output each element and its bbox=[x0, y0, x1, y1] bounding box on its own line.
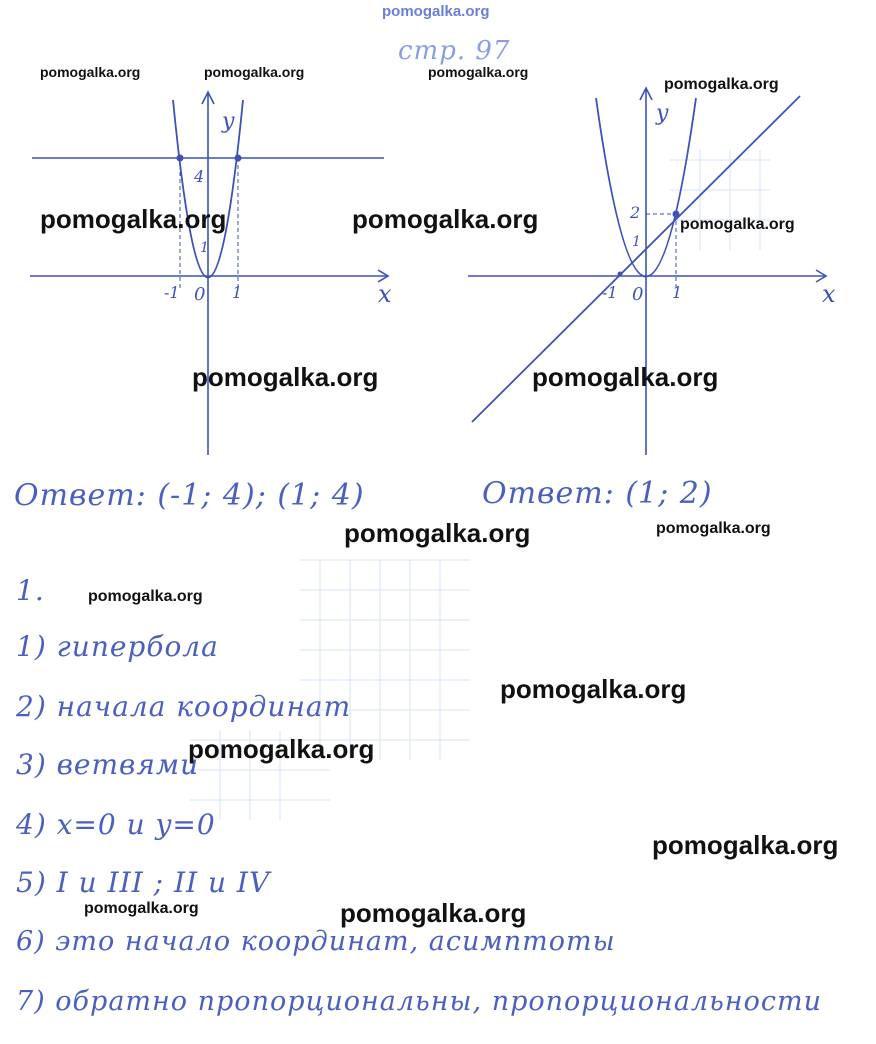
right-tick-y1: 1 bbox=[632, 234, 641, 250]
watermark: pomogalka.org bbox=[664, 76, 779, 93]
right-tick-neg1: -1 bbox=[602, 283, 618, 302]
watermark: pomogalka.org bbox=[382, 3, 490, 20]
right-x-label: x bbox=[822, 280, 836, 308]
right-intersection-point bbox=[673, 211, 680, 218]
watermark: pomogalka.org bbox=[652, 830, 839, 860]
list-item: 6) это начало координат, асимптоты bbox=[16, 926, 616, 957]
list-item: 3) ветвями bbox=[16, 748, 200, 781]
answer-left: Ответ: (-1; 4); (1; 4) bbox=[14, 478, 365, 513]
watermark: pomogalka.org bbox=[40, 204, 227, 234]
right-intersection-point bbox=[618, 272, 623, 277]
left-x-label: x bbox=[378, 280, 392, 308]
watermark: pomogalka.org bbox=[192, 362, 379, 392]
watermark: pomogalka.org bbox=[40, 64, 141, 80]
watermark: pomogalka.org bbox=[532, 362, 719, 392]
watermark: pomogalka.org bbox=[680, 216, 795, 233]
left-y-label: y bbox=[222, 109, 235, 134]
page-label: стр. 97 bbox=[398, 36, 511, 66]
right-tick-x1: 1 bbox=[672, 283, 683, 302]
right-tick-2: 2 bbox=[630, 203, 641, 222]
list-item: 1) гипербола bbox=[16, 630, 219, 663]
left-tick-x1: 1 bbox=[232, 283, 243, 302]
list-item: 5) I и III ; II и IV bbox=[16, 866, 271, 899]
left-tick-neg1: -1 bbox=[164, 283, 180, 302]
answer-right: Ответ: (1; 2) bbox=[482, 476, 713, 511]
list-item: 4) x=0 и y=0 bbox=[16, 808, 216, 841]
right-tick-0: 0 bbox=[632, 284, 644, 305]
list-heading: 1. bbox=[16, 574, 45, 607]
watermark: pomogalka.org bbox=[84, 900, 199, 917]
watermark: pomogalka.org bbox=[340, 898, 527, 928]
watermark: pomogalka.org bbox=[344, 518, 531, 548]
left-tick-0: 0 bbox=[194, 284, 206, 305]
list-item: 2) начала координат bbox=[16, 690, 352, 723]
watermark: pomogalka.org bbox=[428, 64, 529, 80]
watermark: pomogalka.org bbox=[500, 674, 687, 704]
left-tick-y1: 1 bbox=[200, 240, 209, 256]
watermark: pomogalka.org bbox=[188, 734, 375, 764]
watermark: pomogalka.org bbox=[88, 588, 203, 605]
watermark: pomogalka.org bbox=[656, 520, 771, 537]
right-y-label: y bbox=[656, 101, 669, 126]
watermark: pomogalka.org bbox=[204, 64, 305, 80]
watermark: pomogalka.org bbox=[352, 204, 539, 234]
left-tick-4: 4 bbox=[194, 167, 205, 186]
list-item: 7) обратно пропорциональны, пропорциональности bbox=[16, 986, 822, 1017]
